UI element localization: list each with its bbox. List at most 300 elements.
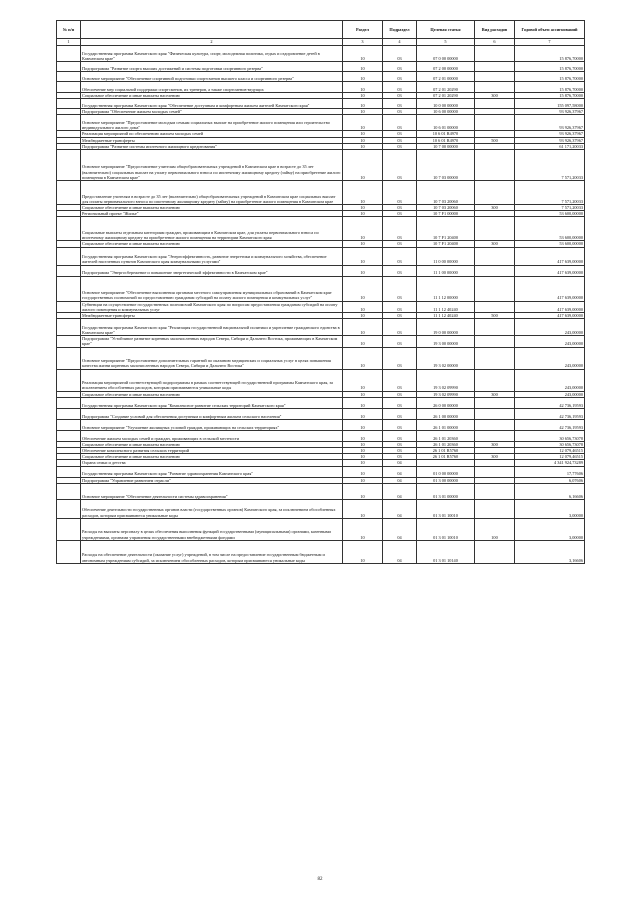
row-razdel-cell: 10 <box>343 408 383 419</box>
row-podrazdel-cell: 03 <box>383 265 417 276</box>
row-csr-cell: 19 3 02 09990 <box>417 391 475 397</box>
row-name-cell: Социальное обеспечение и иные выплаты населению <box>81 93 343 99</box>
row-podrazdel-cell: 03 <box>383 397 417 408</box>
table-row <box>57 217 585 241</box>
row-csr-cell: 11 1 12 00000 <box>417 276 475 301</box>
table-row <box>57 518 585 540</box>
row-razdel-cell: 10 <box>343 265 383 276</box>
row-podrazdel-cell: 03 <box>383 301 417 312</box>
row-vr-cell: 500 <box>475 313 515 319</box>
row-name-cell: Основное мероприятие "Предоставление учителям общеобразовательных учреждений в Камчатском крае в возрасте до 35 лет (включительно) социальных выплат на уплату первоначального взноса по ипотечному жилищному кредиту (займу) на приобретение жилого помещения в Камчатском крае" <box>81 150 343 181</box>
row-csr-cell: 26 0 00 00000 <box>417 397 475 408</box>
row-vr-cell <box>475 466 515 477</box>
row-name-cell: Подпрограмма "Управление развитием отрасли" <box>81 477 343 483</box>
budget-table-page <box>56 20 584 564</box>
row-vr-cell: 100 <box>475 518 515 540</box>
table-row <box>57 319 585 336</box>
column-number-row <box>57 39 585 46</box>
header-num: № п/п <box>57 21 81 39</box>
table-row <box>57 483 585 499</box>
row-vr-cell <box>475 82 515 93</box>
row-podrazdel-cell: 03 <box>383 115 417 131</box>
row-sum-cell: 7 571,20033 <box>515 150 585 181</box>
row-vr-cell <box>475 499 515 518</box>
row-name-cell: Межбюджетные трансферты <box>81 137 343 143</box>
row-podrazdel-cell: 03 <box>383 143 417 149</box>
row-razdel-cell: 10 <box>343 369 383 391</box>
column-number: 3 <box>343 39 383 46</box>
row-vr-cell <box>475 301 515 312</box>
row-csr-cell: 19 3 02 09990 <box>417 369 475 391</box>
row-num-cell <box>57 99 81 109</box>
header-name <box>81 21 343 39</box>
row-podrazdel-cell: 03 <box>383 430 417 441</box>
row-name-cell: Охрана семьи и детства <box>81 460 343 466</box>
row-csr-cell: 10 6 01 R4970 <box>417 131 475 137</box>
row-csr-cell: 10 6 00 00000 <box>417 109 475 115</box>
row-name-cell: Государственная программа Камчатского края "Реализация государственной национальной политики и укрепление гражданского единства в Камчатском крае" <box>81 319 343 336</box>
row-num-cell <box>57 483 81 499</box>
row-podrazdel-cell: 04 <box>383 460 417 466</box>
row-podrazdel-cell: 03 <box>383 369 417 391</box>
table-row <box>57 540 585 563</box>
row-name-cell: Социальные выплаты отдельным категориям граждан, проживающим в Камчатском крае, для уплаты первоначального взноса по ипотечному жилищному кредиту на приобретение жилого помещения на территории Камчатского края <box>81 217 343 241</box>
row-vr-cell <box>475 347 515 369</box>
row-razdel-cell: 10 <box>343 115 383 131</box>
row-sum-cell: 61 171,20033 <box>515 143 585 149</box>
row-razdel-cell: 10 <box>343 131 383 137</box>
row-podrazdel-cell: 03 <box>383 454 417 460</box>
row-sum-cell: 15 876,70000 <box>515 46 585 62</box>
table-row <box>57 181 585 205</box>
row-num-cell <box>57 150 81 181</box>
row-csr-cell: 26 1 00 00000 <box>417 408 475 419</box>
row-razdel-cell: 10 <box>343 211 383 217</box>
row-razdel-cell: 10 <box>343 217 383 241</box>
row-vr-cell: 300 <box>475 454 515 460</box>
row-razdel-cell: 10 <box>343 454 383 460</box>
row-csr-cell: 01 3 01 00000 <box>417 483 475 499</box>
row-name-cell: Социальное обеспечение и иные выплаты населению <box>81 441 343 447</box>
row-num-cell <box>57 347 81 369</box>
table-row <box>57 336 585 347</box>
header-podrazdel: Подраздел <box>383 21 417 39</box>
row-sum-cell: 12 079,46515 <box>515 448 585 454</box>
row-sum-cell: 7 571,20033 <box>515 205 585 211</box>
row-vr-cell <box>475 408 515 419</box>
row-name-cell: Основное мероприятие "Обеспечение выполнения органами местного самоуправления муниципальных образований в Камчатском крае государственных полномочий по предоставлению гражданам субсидий на оплату жилого помещения и коммунальных услуг" <box>81 276 343 301</box>
row-num-cell <box>57 62 81 72</box>
row-csr-cell: 10 7 00 00000 <box>417 143 475 149</box>
row-csr-cell: 26 1 01 20360 <box>417 430 475 441</box>
row-vr-cell <box>475 369 515 391</box>
row-csr-cell: 10 6 01 R4970 <box>417 137 475 143</box>
row-name-cell: Региональный проект "Жилье" <box>81 211 343 217</box>
row-sum-cell: 15 876,70000 <box>515 72 585 82</box>
table-row <box>57 301 585 312</box>
row-csr-cell: 07 0 00 00000 <box>417 46 475 62</box>
row-num-cell <box>57 319 81 336</box>
row-num-cell <box>57 217 81 241</box>
row-csr-cell: 19 3 02 00000 <box>417 347 475 369</box>
row-num-cell <box>57 276 81 301</box>
row-podrazdel-cell: 04 <box>383 466 417 477</box>
row-vr-cell <box>475 150 515 181</box>
row-podrazdel-cell: 03 <box>383 137 417 143</box>
row-sum-cell: 3,00000 <box>515 518 585 540</box>
row-razdel-cell: 10 <box>343 109 383 115</box>
row-name-cell: Предоставление учителям в возрасте до 35 лет (включительно) общеобразовательных учреждений в Камчатском крае социальных выплат для оплаты первоначального взноса по ипотечному жилищному кредиту (займу) на приобретение жилого помещения в Камчатском крае <box>81 181 343 205</box>
row-name-cell: Реализация мероприятий соответствующей подпрограммы в рамках соответствующей государственной программы Камчатского края, за исключением обособленных расходов, которым присваиваются уникальные коды <box>81 369 343 391</box>
table-row <box>57 82 585 93</box>
row-razdel-cell: 10 <box>343 430 383 441</box>
row-csr-cell: 10 6 01 00000 <box>417 115 475 131</box>
row-vr-cell <box>475 265 515 276</box>
row-csr-cell: 07 2 01 00000 <box>417 72 475 82</box>
row-podrazdel-cell: 03 <box>383 347 417 369</box>
row-name-cell: Социальное обеспечение и иные выплаты населению <box>81 241 343 247</box>
row-razdel-cell: 10 <box>343 143 383 149</box>
row-podrazdel-cell: 03 <box>383 150 417 181</box>
table-row <box>57 115 585 131</box>
row-podrazdel-cell: 03 <box>383 408 417 419</box>
row-csr-cell: 07 2 00 00000 <box>417 62 475 72</box>
row-name-cell: Межбюджетные трансферты <box>81 313 343 319</box>
row-sum-cell: 4 341 924,73289 <box>515 460 585 466</box>
row-sum-cell: 7 571,20033 <box>515 181 585 205</box>
row-razdel-cell: 10 <box>343 99 383 109</box>
row-csr-cell: 10 7 03 00000 <box>417 150 475 181</box>
row-podrazdel-cell: 04 <box>383 518 417 540</box>
row-name-cell: Обеспечение деятельности государственных органов власти (государственных органов) Камчатского края, за исключением обособленных расходов, которым присваиваются уникальные коды <box>81 499 343 518</box>
row-sum-cell: 42 736,19593 <box>515 408 585 419</box>
row-vr-cell <box>475 99 515 109</box>
row-name-cell: Социальное обеспечение и иные выплаты населению <box>81 391 343 397</box>
row-vr-cell <box>475 247 515 265</box>
row-sum-cell: 42 736,19593 <box>515 397 585 408</box>
row-name-cell: Подпрограмма "Развитие системы ипотечного жилищного кредитования" <box>81 143 343 149</box>
row-vr-cell <box>475 397 515 408</box>
row-csr-cell: 10 7 F1 20400 <box>417 241 475 247</box>
row-csr-cell: 11 1 12 40240 <box>417 301 475 312</box>
row-podrazdel-cell: 03 <box>383 217 417 241</box>
row-vr-cell: 300 <box>475 241 515 247</box>
row-sum-cell: 30 656,73078 <box>515 430 585 441</box>
column-number: 2 <box>81 39 343 46</box>
row-sum-cell: 30 656,73078 <box>515 441 585 447</box>
column-number: 4 <box>383 39 417 46</box>
row-sum-cell: 6,16606 <box>515 483 585 499</box>
table-row <box>57 408 585 419</box>
column-number: 7 <box>515 39 585 46</box>
row-csr-cell: 10 7 03 20060 <box>417 181 475 205</box>
row-razdel-cell: 10 <box>343 205 383 211</box>
row-vr-cell <box>475 217 515 241</box>
row-csr-cell: 10 7 F1 00000 <box>417 211 475 217</box>
row-sum-cell: 3,16606 <box>515 540 585 563</box>
table-row <box>57 430 585 441</box>
row-sum-cell: 417 639,00000 <box>515 247 585 265</box>
table-row <box>57 265 585 276</box>
row-podrazdel-cell: 03 <box>383 441 417 447</box>
row-razdel-cell: 10 <box>343 93 383 99</box>
row-razdel-cell: 10 <box>343 301 383 312</box>
row-vr-cell <box>475 336 515 347</box>
row-podrazdel-cell: 03 <box>383 319 417 336</box>
row-razdel-cell: 10 <box>343 181 383 205</box>
row-razdel-cell: 10 <box>343 336 383 347</box>
row-razdel-cell: 10 <box>343 499 383 518</box>
row-razdel-cell: 10 <box>343 150 383 181</box>
row-podrazdel-cell: 03 <box>383 336 417 347</box>
row-name-cell: Подпрограмма "Обеспечение жильем молодых семей" <box>81 109 343 115</box>
row-name-cell: Социальное обеспечение и иные выплаты населению <box>81 454 343 460</box>
table-row <box>57 419 585 430</box>
table-row <box>57 397 585 408</box>
row-num-cell <box>57 540 81 563</box>
row-vr-cell <box>475 419 515 430</box>
row-csr-cell: 26 1 01 00000 <box>417 419 475 430</box>
row-csr-cell: 26 1 01 R5760 <box>417 448 475 454</box>
row-csr-cell: 11 1 00 00000 <box>417 265 475 276</box>
row-sum-cell: 53 600,00000 <box>515 211 585 217</box>
row-podrazdel-cell: 03 <box>383 391 417 397</box>
row-name-cell: Подпрограмма "Создание условий для обеспечения доступным и комфортным жильем сельского населения" <box>81 408 343 419</box>
header-razdel: Раздел <box>343 21 383 39</box>
row-razdel-cell: 10 <box>343 319 383 336</box>
row-csr-cell: 11 1 12 40240 <box>417 313 475 319</box>
row-name-cell: Расходы на выплаты персоналу в целях обеспечения выполнения функций государственными (муниципальными) органами, казенными учреждениями, органами управления государственными внебюджетными фондами <box>81 518 343 540</box>
row-sum-cell: 12 079,46515 <box>515 454 585 460</box>
row-podrazdel-cell: 03 <box>383 99 417 109</box>
row-vr-cell <box>475 276 515 301</box>
row-podrazdel-cell: 03 <box>383 205 417 211</box>
row-razdel-cell: 10 <box>343 247 383 265</box>
row-csr-cell: 01 3 01 10140 <box>417 540 475 563</box>
row-sum-cell: 417 639,00000 <box>515 276 585 301</box>
row-name-cell: Основное мероприятие "Обеспечение спортивной подготовки спортсменов высшего класса и спортивного резерва" <box>81 72 343 82</box>
row-name-cell: Основное мероприятие "Улучшение жилищных условий граждан, проживающих на сельских территориях" <box>81 419 343 430</box>
row-num-cell <box>57 247 81 265</box>
row-vr-cell: 500 <box>475 137 515 143</box>
row-name-cell: Подпрограмма "Устойчивое развитие коренных малочисленных народов Севера, Сибири и Дальнего Востока, проживающих в Камчатском крае" <box>81 336 343 347</box>
row-vr-cell <box>475 72 515 82</box>
row-podrazdel-cell: 03 <box>383 448 417 454</box>
row-sum-cell: 15 876,70000 <box>515 82 585 93</box>
row-razdel-cell: 10 <box>343 276 383 301</box>
row-sum-cell: 417 639,00000 <box>515 313 585 319</box>
row-sum-cell: 93 926,37967 <box>515 131 585 137</box>
row-csr-cell: 01 3 00 00000 <box>417 477 475 483</box>
column-number: 1 <box>57 39 81 46</box>
row-num-cell <box>57 369 81 391</box>
row-csr-cell: 10 0 00 00000 <box>417 99 475 109</box>
row-podrazdel-cell: 03 <box>383 419 417 430</box>
header-csr: Целевая статья <box>417 21 475 39</box>
row-csr-cell: 10 7 03 20060 <box>417 205 475 211</box>
row-num-cell <box>57 518 81 540</box>
row-razdel-cell: 10 <box>343 419 383 430</box>
row-name-cell: Государственная программа Камчатского края "Комплексное развитие сельских территорий Камчатского края" <box>81 397 343 408</box>
row-podrazdel-cell: 03 <box>383 62 417 72</box>
row-razdel-cell: 10 <box>343 466 383 477</box>
row-razdel-cell: 10 <box>343 72 383 82</box>
row-sum-cell: 53 600,00000 <box>515 241 585 247</box>
row-num-cell <box>57 499 81 518</box>
row-sum-cell: 15 876,70000 <box>515 93 585 99</box>
row-num-cell <box>57 115 81 131</box>
row-name-cell: Подпрограмма "Развитие спорта высших достижений и системы подготовки спортивного резерва" <box>81 62 343 72</box>
row-razdel-cell: 10 <box>343 483 383 499</box>
header-row <box>57 21 585 39</box>
header-sum: Годовой объем ассигнований <box>515 21 585 39</box>
row-podrazdel-cell: 03 <box>383 131 417 137</box>
row-csr-cell: 10 7 F1 20400 <box>417 217 475 241</box>
row-podrazdel-cell: 04 <box>383 540 417 563</box>
row-sum-cell: 243,00000 <box>515 391 585 397</box>
table-row <box>57 150 585 181</box>
row-sum-cell: 243,00000 <box>515 369 585 391</box>
row-podrazdel-cell: 04 <box>383 477 417 483</box>
row-name-cell: Обеспечение жильем молодых семей и граждан, проживающих в сельской местности <box>81 430 343 441</box>
table-row <box>57 499 585 518</box>
row-vr-cell: 300 <box>475 441 515 447</box>
row-csr-cell: 26 1 01 20360 <box>417 441 475 447</box>
row-sum-cell: 15 876,70000 <box>515 62 585 72</box>
table-row <box>57 99 585 109</box>
row-podrazdel-cell: 03 <box>383 313 417 319</box>
row-sum-cell: 17,77606 <box>515 466 585 477</box>
row-sum-cell: 243,00000 <box>515 347 585 369</box>
column-number: 5 <box>417 39 475 46</box>
row-sum-cell: 93 926,37967 <box>515 137 585 143</box>
row-podrazdel-cell: 04 <box>383 483 417 499</box>
row-razdel-cell: 10 <box>343 448 383 454</box>
table-row <box>57 369 585 391</box>
row-vr-cell <box>475 483 515 499</box>
budget-table <box>56 20 585 564</box>
row-razdel-cell: 10 <box>343 82 383 93</box>
row-num-cell <box>57 181 81 205</box>
table-row <box>57 347 585 369</box>
row-name-cell: Социальное обеспечение и иные выплаты населению <box>81 205 343 211</box>
header-vr: Вид расходов <box>475 21 515 39</box>
row-num-cell <box>57 82 81 93</box>
row-name-cell: Основное мероприятие "Предоставление дополнительных гарантий по оказанию медицинских и социальных услуг в целях повышения качества жизни коренных малочисленных народов Севера, Сибири и Дальнего Востока" <box>81 347 343 369</box>
row-podrazdel-cell: 03 <box>383 93 417 99</box>
row-podrazdel-cell: 03 <box>383 241 417 247</box>
row-vr-cell <box>475 319 515 336</box>
row-name-cell: Государственная программа Камчатского края "Обеспечение доступным и комфортным жильем жителей Камчатского края" <box>81 99 343 109</box>
row-num-cell <box>57 466 81 477</box>
table-row <box>57 466 585 477</box>
row-name-cell: Обеспечение мер социальной поддержки спортсменов, их тренеров, а также спортсменов-ведущих <box>81 82 343 93</box>
row-vr-cell <box>475 62 515 72</box>
row-csr-cell: 19 3 00 00000 <box>417 336 475 347</box>
row-razdel-cell: 10 <box>343 460 383 466</box>
row-razdel-cell: 10 <box>343 347 383 369</box>
row-name-cell: Основное мероприятие "Предоставление молодым семьям социальных выплат на приобретение жилого помещения или строительство индивидуального жилого дома" <box>81 115 343 131</box>
row-csr-cell: 19 0 00 00000 <box>417 319 475 336</box>
row-sum-cell: 3,00000 <box>515 499 585 518</box>
row-csr-cell: 01 3 01 10010 <box>417 518 475 540</box>
row-vr-cell <box>475 115 515 131</box>
row-razdel-cell: 10 <box>343 540 383 563</box>
row-csr-cell: 07 2 01 20290 <box>417 82 475 93</box>
table-row <box>57 247 585 265</box>
row-csr-cell: 11 0 00 00000 <box>417 247 475 265</box>
row-csr-cell: 01 3 01 10010 <box>417 499 475 518</box>
row-name-cell: Государственная программа Камчатского края "Энергоэффективность, развитие энергетики и коммунального хозяйства, обеспечение жителей населенных пунктов Камчатского края коммунальными услугами" <box>81 247 343 265</box>
row-name-cell: Государственная программа Камчатского края "Развитие здравоохранения Камчатского края" <box>81 466 343 477</box>
row-num-cell <box>57 397 81 408</box>
table-body <box>57 46 585 564</box>
row-sum-cell: 93 926,37967 <box>515 115 585 131</box>
row-name-cell: Расходы на обеспечение деятельности (оказание услуг) учреждений, в том числе на предоставление государственным бюджетным и автономным учреждениям субсидий, за исключением обособленных расходов, которым присваиваются уникальные коды <box>81 540 343 563</box>
row-razdel-cell: 10 <box>343 441 383 447</box>
row-podrazdel-cell: 03 <box>383 72 417 82</box>
row-vr-cell <box>475 540 515 563</box>
row-sum-cell: 243,00000 <box>515 336 585 347</box>
row-name-cell: Основное мероприятие "Обеспечение деятельности системы здравоохранения" <box>81 483 343 499</box>
row-razdel-cell: 10 <box>343 391 383 397</box>
row-razdel-cell: 10 <box>343 313 383 319</box>
row-razdel-cell: 10 <box>343 397 383 408</box>
row-vr-cell: 300 <box>475 391 515 397</box>
row-num-cell <box>57 72 81 82</box>
column-number: 6 <box>475 39 515 46</box>
row-podrazdel-cell: 03 <box>383 46 417 62</box>
row-name-cell: Обеспечение комплексного развития сельских территорий <box>81 448 343 454</box>
row-num-cell <box>57 301 81 312</box>
row-num-cell <box>57 265 81 276</box>
row-podrazdel-cell: 03 <box>383 211 417 217</box>
row-podrazdel-cell: 03 <box>383 109 417 115</box>
row-csr-cell: 26 1 01 R5760 <box>417 454 475 460</box>
row-num-cell <box>57 430 81 441</box>
row-name-cell: Подпрограмма "Энергосбережение и повышение энергетической эффективности в Камчатском крае" <box>81 265 343 276</box>
row-vr-cell <box>475 46 515 62</box>
row-podrazdel-cell: 03 <box>383 181 417 205</box>
row-vr-cell <box>475 181 515 205</box>
row-vr-cell: 300 <box>475 93 515 99</box>
table-row <box>57 72 585 82</box>
table-row <box>57 276 585 301</box>
row-vr-cell <box>475 430 515 441</box>
row-podrazdel-cell: 04 <box>383 499 417 518</box>
row-razdel-cell: 10 <box>343 241 383 247</box>
table-row <box>57 62 585 72</box>
table-row <box>57 46 585 62</box>
page-number: 82 <box>317 877 323 882</box>
row-sum-cell: 417 639,00000 <box>515 301 585 312</box>
row-name-cell: Субвенции на осуществление государственных полномочий Камчатского края по вопросам предоставления гражданам субсидий на оплату жилого помещения и коммунальных услуг <box>81 301 343 312</box>
row-razdel-cell: 10 <box>343 518 383 540</box>
row-podrazdel-cell: 03 <box>383 82 417 93</box>
row-sum-cell: 53 600,00000 <box>515 217 585 241</box>
row-podrazdel-cell: 03 <box>383 247 417 265</box>
row-sum-cell: 243,00000 <box>515 319 585 336</box>
row-sum-cell: 93 926,37967 <box>515 109 585 115</box>
row-razdel-cell: 10 <box>343 477 383 483</box>
row-csr-cell: 01 0 00 00000 <box>417 466 475 477</box>
row-csr-cell: 07 2 01 20290 <box>417 93 475 99</box>
row-razdel-cell: 10 <box>343 137 383 143</box>
row-sum-cell: 6,07606 <box>515 477 585 483</box>
row-razdel-cell: 10 <box>343 62 383 72</box>
row-num-cell <box>57 408 81 419</box>
row-name-cell: Реализация мероприятий по обеспечению жильем молодых семей <box>81 131 343 137</box>
